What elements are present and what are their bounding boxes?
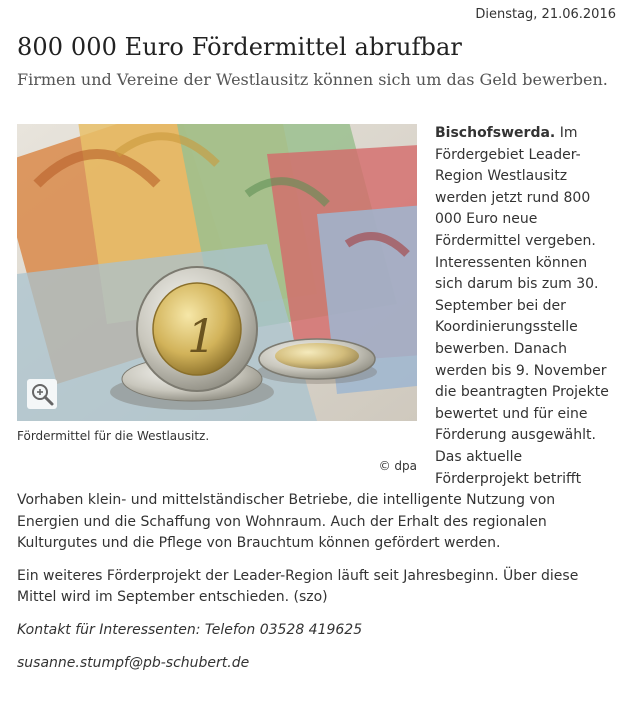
article-paragraph-1-text: Im Fördergebiet Leader-Region Westlausitz werden jetzt rund 800 000 Euro neue Fördermittel vergeben. Interessenten können sich darum bis zum 30. September bei der Koordinierungsstelle bewerben. Danach werden bis 9. November die beantragten Projekte bewertet und für eine Förderung ausgewählt. Das aktuelle Förderprojekt betrifft Vorhaben klein- und mittelständischer Betriebe, die intelligente Nutzung von Energien und die Schaffung von Wohnraum. Auch der Erhalt des regionalen Kulturgutes und die Pflege von Brauchtum können gefördert werden. (17, 125, 609, 552)
contact-line: Kontakt für Interessenten: Telefon 03528 419625 (17, 622, 363, 639)
contact-email[interactable]: susanne.stumpf@pb-schubert.de (17, 654, 250, 671)
article-body (17, 123, 617, 685)
svg-text:1: 1 (187, 309, 217, 363)
article-headline: 800 000 Euro Fördermittel abrufbar (17, 33, 462, 61)
image-caption: Fördermittel für die Westlausitz. (17, 429, 210, 443)
article-dateline: Bischofswerda. (435, 125, 556, 141)
image-credit: © dpa (378, 459, 417, 473)
article-paragraph-2: Ein weiteres Förderprojekt der Leader-Region läuft seit Jahresbeginn. Über diese Mittel wird im September entschieden. (szo) (17, 567, 579, 606)
article-subheadline: Firmen und Vereine der Westlausitz können sich um das Geld bewerben. (17, 70, 608, 89)
publication-date: Dienstag, 21.06.2016 (475, 7, 616, 22)
image-float-spacer (17, 123, 435, 489)
